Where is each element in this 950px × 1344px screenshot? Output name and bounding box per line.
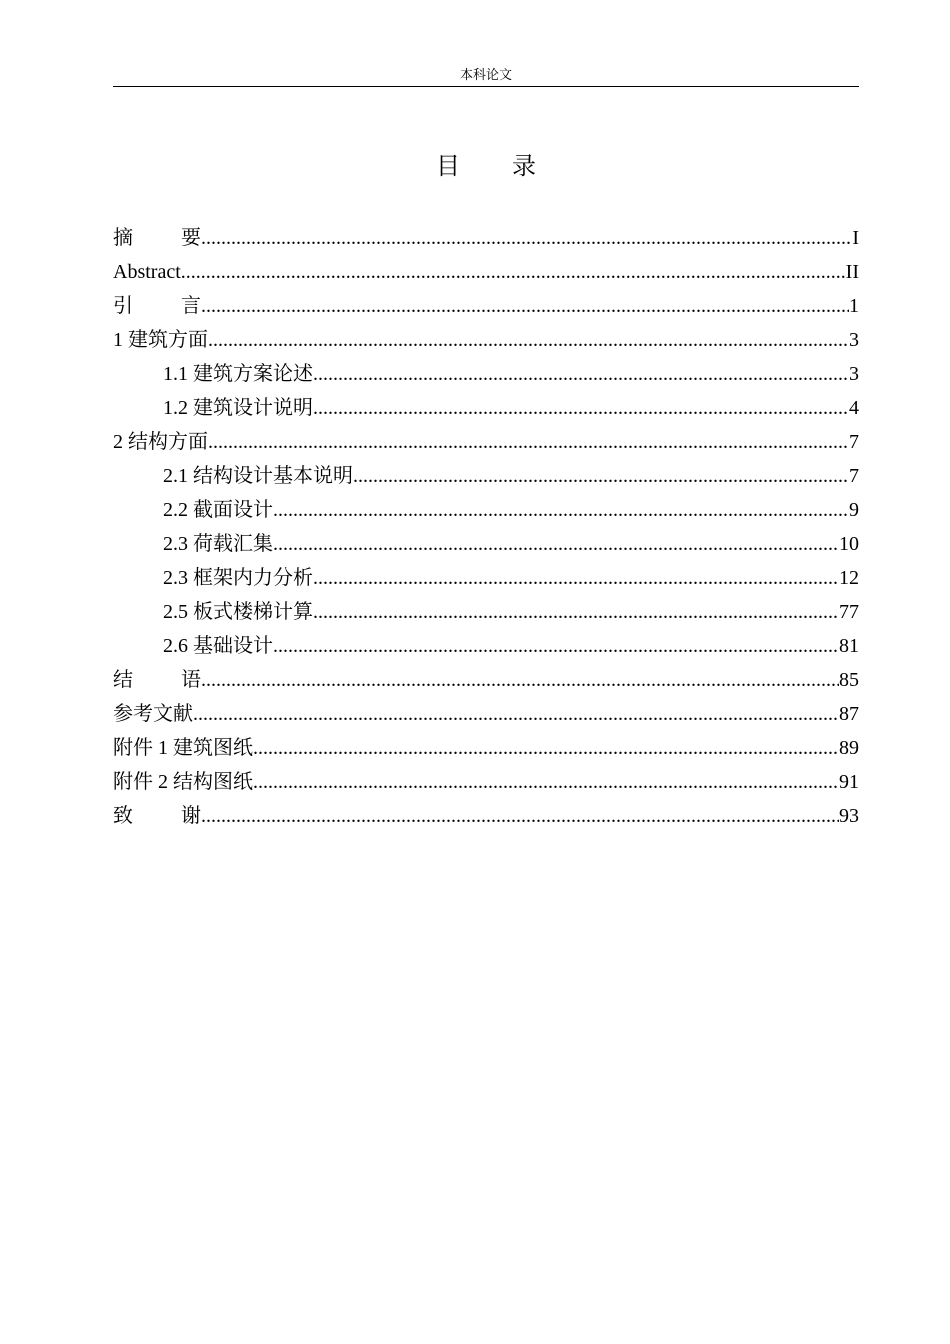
toc-entry-label: 2.3 荷载汇集 — [163, 533, 273, 555]
dot-leader — [313, 391, 849, 425]
toc-entry-label: Abstract — [113, 261, 181, 283]
dot-leader — [313, 561, 839, 595]
toc-entry-page: 89 — [839, 737, 859, 759]
toc-entry-label: 2.3 框架内力分析 — [163, 567, 313, 589]
toc-entry-page: 1 — [849, 295, 859, 317]
toc-entry-page: 3 — [849, 329, 859, 351]
toc-entry-section-1-1[interactable] — [113, 357, 859, 391]
toc-entry-label: 2.1 结构设计基本说明 — [163, 465, 353, 487]
toc-entry-label: 2.2 截面设计 — [163, 499, 273, 521]
dot-leader — [208, 425, 849, 459]
dot-leader — [201, 799, 839, 833]
toc-entry-page: 10 — [839, 533, 859, 555]
toc-entry-page: 7 — [849, 465, 859, 487]
toc-entry-label: 引 言 — [113, 295, 201, 317]
toc-entry-label: 摘 要 — [113, 227, 201, 249]
dot-leader — [201, 221, 852, 255]
dot-leader — [273, 629, 839, 663]
toc-entry-label: 1 建筑方面 — [113, 329, 208, 351]
toc-entry-section-2-2[interactable] — [113, 493, 859, 527]
toc-entry-section-2-3-frame[interactable] — [113, 561, 859, 595]
dot-leader — [181, 255, 846, 289]
toc-entry-section-2-5[interactable] — [113, 595, 859, 629]
running-title: 本科论文 — [459, 68, 512, 83]
toc-title-char-2: 录 — [512, 152, 536, 180]
toc-entry-label: 2 结构方面 — [113, 431, 208, 453]
toc-entry-chapter-2[interactable] — [113, 425, 859, 459]
toc-entry-page: I — [852, 227, 859, 249]
toc-entry-label: 1.2 建筑设计说明 — [163, 397, 313, 419]
toc-entry-label: 参考文献 — [113, 703, 193, 725]
toc-entry-page: 91 — [839, 771, 859, 793]
toc-entry-section-2-3[interactable] — [113, 527, 859, 561]
dot-leader — [273, 527, 839, 561]
toc-entry-label: 结 语 — [113, 669, 201, 691]
toc-entry-label: 附件 2 结构图纸 — [113, 771, 253, 793]
table-of-contents — [113, 221, 859, 833]
dot-leader — [253, 765, 839, 799]
toc-entry-abstract-cn[interactable] — [113, 221, 859, 255]
toc-entry-page: 12 — [839, 567, 859, 589]
page-header — [113, 66, 859, 87]
toc-entry-conclusion[interactable] — [113, 663, 859, 697]
dot-leader — [253, 731, 839, 765]
dot-leader — [273, 493, 849, 527]
toc-entry-chapter-1[interactable] — [113, 323, 859, 357]
toc-entry-section-1-2[interactable] — [113, 391, 859, 425]
dot-leader — [201, 663, 839, 697]
toc-entry-appendix-1[interactable] — [113, 731, 859, 765]
toc-entry-page: 9 — [849, 499, 859, 521]
dot-leader — [313, 357, 849, 391]
dot-leader — [201, 289, 849, 323]
toc-entry-page: 7 — [849, 431, 859, 453]
toc-title — [113, 148, 859, 184]
toc-entry-page: 4 — [849, 397, 859, 419]
toc-entry-page: 93 — [839, 805, 859, 827]
toc-entry-label: 附件 1 建筑图纸 — [113, 737, 253, 759]
toc-entry-page: 81 — [839, 635, 859, 657]
toc-entry-section-2-1[interactable] — [113, 459, 859, 493]
toc-entry-acknowledgements[interactable] — [113, 799, 859, 833]
toc-entry-page: II — [845, 261, 859, 283]
dot-leader — [208, 323, 849, 357]
toc-entry-label: 2.5 板式楼梯计算 — [163, 601, 313, 623]
toc-entry-section-2-6[interactable] — [113, 629, 859, 663]
toc-entry-label: 2.6 基础设计 — [163, 635, 273, 657]
dot-leader — [313, 595, 839, 629]
toc-entry-page: 3 — [849, 363, 859, 385]
toc-entry-abstract-en[interactable] — [113, 255, 859, 289]
toc-entry-appendix-2[interactable] — [113, 765, 859, 799]
dot-leader — [193, 697, 839, 731]
toc-entry-introduction[interactable] — [113, 289, 859, 323]
toc-entry-page: 87 — [839, 703, 859, 725]
toc-title-char-1: 目 — [436, 152, 460, 180]
toc-entry-page: 85 — [839, 669, 859, 691]
toc-entry-label: 致 谢 — [113, 805, 201, 827]
toc-entry-references[interactable] — [113, 697, 859, 731]
toc-entry-page: 77 — [839, 601, 859, 623]
dot-leader — [353, 459, 849, 493]
toc-entry-label: 1.1 建筑方案论述 — [163, 363, 313, 385]
